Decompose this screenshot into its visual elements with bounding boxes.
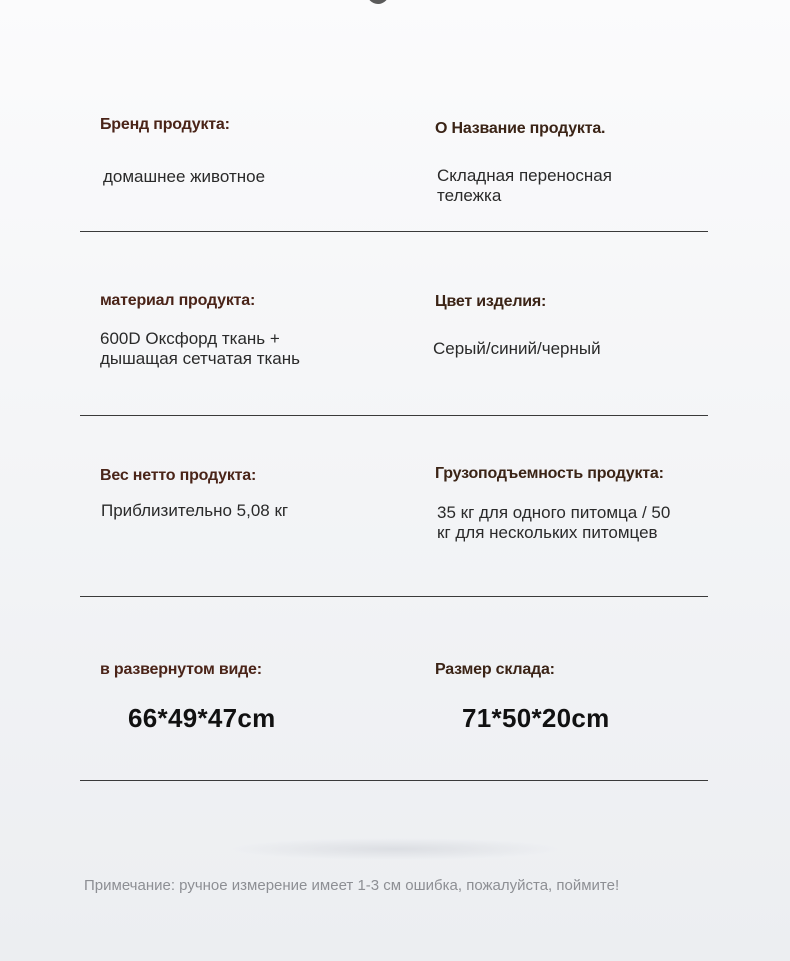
divider-3 <box>80 596 708 597</box>
brand-value: домашнее животное <box>103 167 266 186</box>
net-weight-label: Вес нетто продукта: <box>100 467 257 484</box>
divider-1 <box>80 231 708 232</box>
capacity-label: Грузоподъемность продукта: <box>435 465 664 482</box>
top-decoration <box>367 0 389 4</box>
color-label: Цвет изделия: <box>435 293 547 310</box>
unfolded-size-value: 66*49*47cm <box>128 703 276 733</box>
product-name-label: О Название продукта. <box>435 120 606 137</box>
product-name-value: Складная переносная тележка <box>437 166 612 205</box>
faded-decoration <box>230 838 560 860</box>
net-weight-value: Приблизительно 5,08 кг <box>101 501 289 520</box>
material-value: 600D Оксфорд ткань + дышащая сетчатая ткань <box>100 329 300 368</box>
capacity-value: 35 кг для одного питомца / 50 кг для нескольких питомцев <box>437 503 671 542</box>
color-value: Серый/синий/черный <box>433 339 601 358</box>
folded-size-label: Размер склада: <box>435 661 555 678</box>
divider-4 <box>80 780 708 781</box>
material-label: материал продукта: <box>100 292 256 309</box>
unfolded-size-label: в развернутом виде: <box>100 661 262 678</box>
divider-2 <box>80 415 708 416</box>
brand-label: Бренд продукта: <box>100 116 230 133</box>
measurement-note: Примечание: ручное измерение имеет 1-3 см ошибка, пожалуйста, поймите! <box>84 877 620 894</box>
folded-size-value: 71*50*20cm <box>462 703 610 733</box>
